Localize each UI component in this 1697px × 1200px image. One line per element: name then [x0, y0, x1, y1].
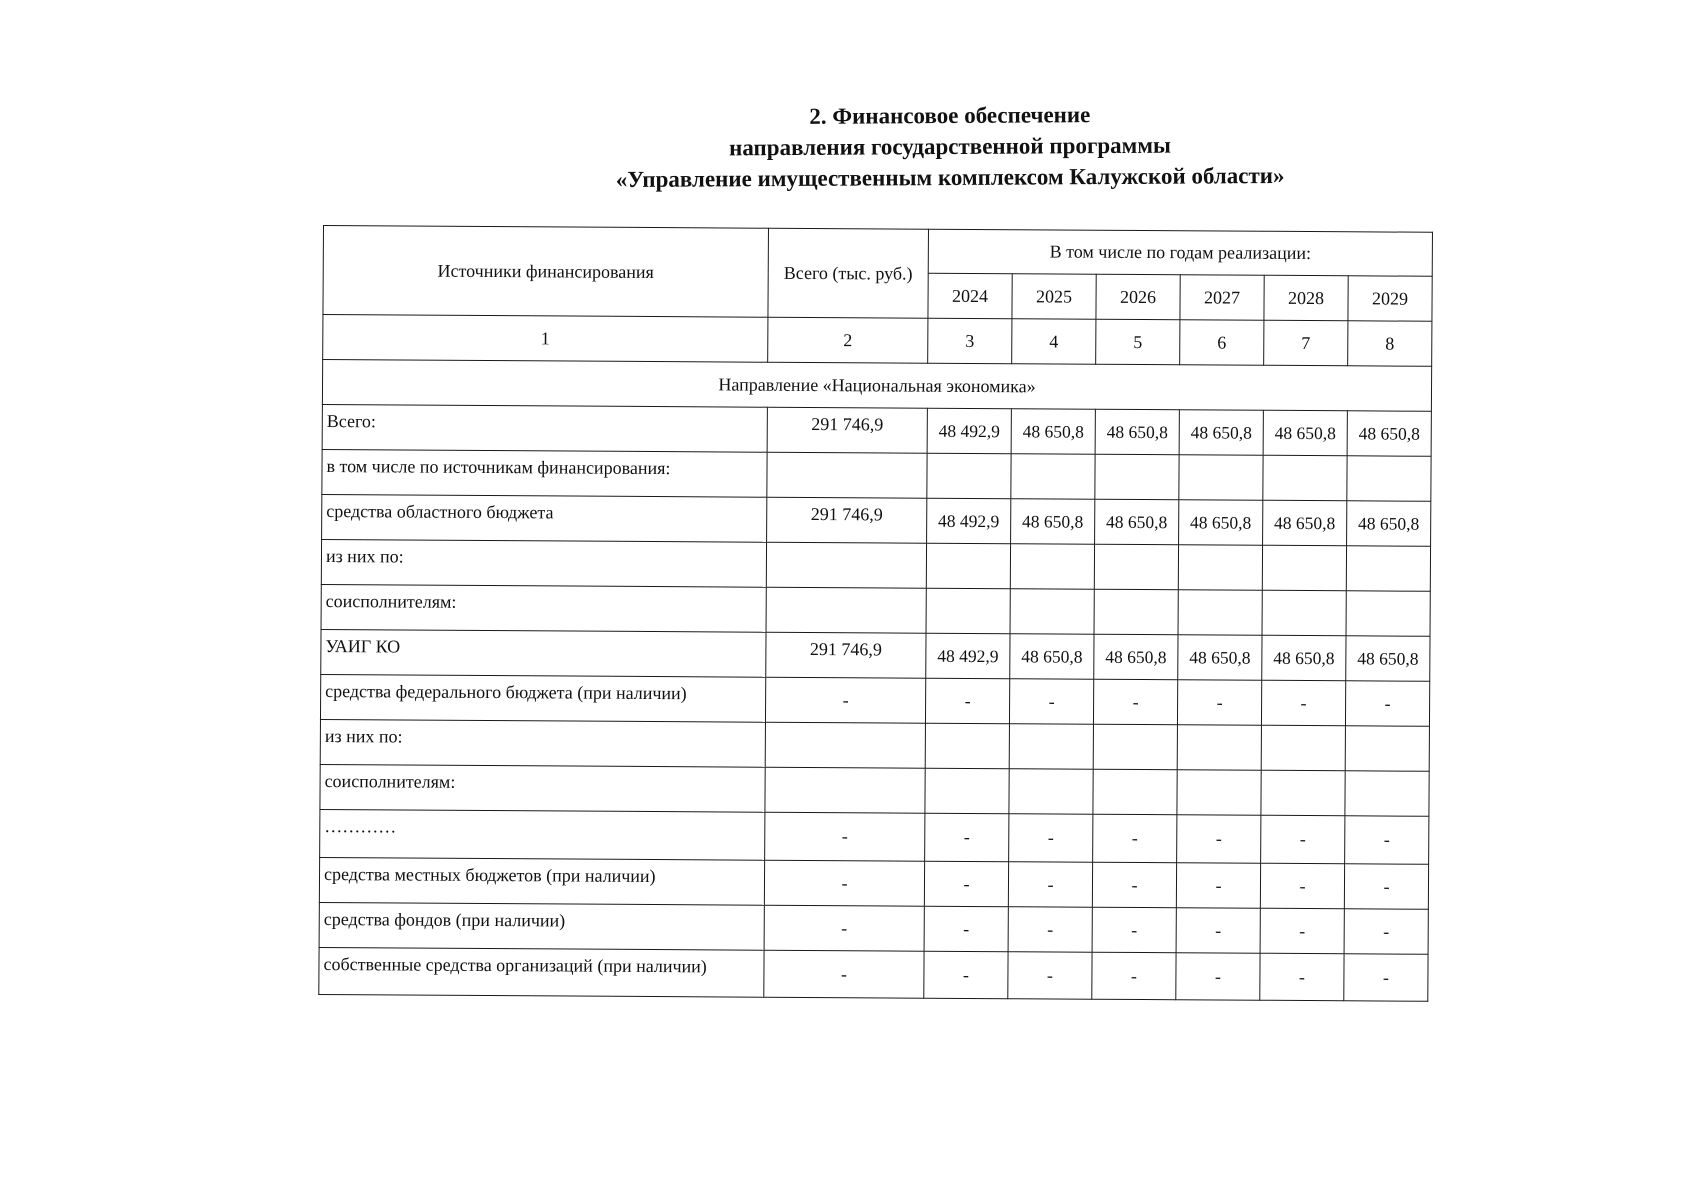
- row-year-value: 48 650,8: [1011, 499, 1095, 545]
- row-label: соисполнителям:: [320, 764, 765, 812]
- row-year-value: 48 650,8: [1263, 410, 1347, 456]
- document-title: [520, 97, 1381, 195]
- row-year-value: [925, 768, 1009, 814]
- row-year-value: -: [1093, 679, 1177, 725]
- row-total-value: -: [764, 905, 924, 951]
- row-year-value: -: [1261, 815, 1345, 864]
- table-row: [321, 629, 1430, 681]
- row-total-value: [766, 587, 926, 633]
- table-row: [319, 857, 1428, 909]
- row-year-value: -: [1093, 814, 1177, 863]
- row-total-value: 291 746,9: [767, 497, 927, 543]
- row-year-value: 48 650,8: [1179, 410, 1263, 456]
- row-year-value: 48 650,8: [1178, 635, 1262, 681]
- table-row: [319, 902, 1428, 954]
- header-row-1: [323, 226, 1432, 277]
- row-total-value: -: [765, 812, 925, 861]
- header-total: Всего (тыс. руб.): [768, 228, 929, 318]
- row-year-value: 48 492,9: [927, 498, 1011, 544]
- row-year-value: -: [924, 951, 1008, 999]
- title-line-1: 2. Финансовое обеспечение: [809, 102, 1091, 129]
- row-year-value: 48 650,8: [1262, 635, 1346, 681]
- row-label: в том числе по источникам финансирования:: [322, 449, 767, 497]
- column-number: 3: [928, 318, 1012, 364]
- table-row: [322, 449, 1431, 501]
- row-year-value: -: [1176, 863, 1260, 909]
- column-number: 2: [768, 317, 928, 363]
- row-year-value: -: [1092, 907, 1176, 953]
- table-row: [321, 539, 1430, 591]
- row-year-value: -: [1260, 953, 1344, 1001]
- row-total-value: [765, 722, 925, 768]
- row-year-value: -: [1345, 816, 1429, 865]
- row-year-value: [1261, 725, 1345, 771]
- row-year-value: -: [1092, 952, 1176, 1000]
- row-year-value: -: [1177, 815, 1261, 864]
- header-source: Источники финансирования: [323, 226, 769, 318]
- row-label: Всего:: [322, 404, 767, 452]
- table-row: [321, 584, 1430, 636]
- row-year-value: [926, 588, 1010, 634]
- table-row: [322, 404, 1431, 456]
- row-year-value: [1261, 770, 1345, 816]
- row-total-value: [765, 767, 925, 813]
- row-year-value: 48 650,8: [1347, 501, 1431, 547]
- row-year-value: [1347, 456, 1431, 502]
- row-year-value: [1010, 544, 1094, 590]
- row-total-value: -: [764, 950, 924, 998]
- row-label: средства областного бюджета: [322, 494, 767, 542]
- row-year-value: -: [925, 678, 1009, 724]
- row-year-value: [1011, 454, 1095, 500]
- header-year: 2025: [1012, 274, 1096, 320]
- header-year: 2026: [1096, 274, 1180, 320]
- table-row: [319, 947, 1428, 1001]
- row-year-value: 48 650,8: [1263, 500, 1347, 546]
- column-number: 1: [323, 315, 768, 363]
- row-year-value: -: [1344, 954, 1428, 1002]
- column-number: 8: [1348, 321, 1432, 367]
- row-label: …………: [320, 809, 765, 860]
- row-year-value: -: [1008, 862, 1092, 908]
- row-year-value: -: [1008, 952, 1092, 1000]
- column-number-row: [323, 315, 1432, 367]
- row-label: средства фондов (при наличии): [319, 902, 764, 950]
- row-total-value: [767, 452, 927, 498]
- table-row: [320, 809, 1429, 864]
- row-year-value: [1177, 725, 1261, 771]
- row-label: средства местных бюджетов (при наличии): [319, 857, 764, 905]
- header-year: 2029: [1348, 276, 1432, 322]
- section-row: [322, 360, 1431, 412]
- row-year-value: 48 650,8: [1346, 636, 1430, 682]
- row-label: собственные средства организаций (при наличии): [319, 947, 764, 997]
- row-total-value: -: [765, 677, 925, 723]
- row-year-value: [1177, 770, 1261, 816]
- table-row: [322, 494, 1431, 546]
- row-label: из них по:: [321, 539, 766, 587]
- row-year-value: -: [924, 906, 1008, 952]
- row-year-value: 48 650,8: [1010, 634, 1094, 680]
- row-year-value: [1009, 724, 1093, 770]
- row-year-value: 48 650,8: [1095, 409, 1179, 455]
- financing-table: [318, 225, 1433, 1002]
- row-year-value: [1010, 589, 1094, 635]
- header-year: 2028: [1264, 275, 1348, 321]
- row-year-value: [927, 453, 1011, 499]
- column-number: 4: [1012, 319, 1096, 365]
- row-year-value: [1179, 455, 1263, 501]
- row-year-value: [1009, 769, 1093, 815]
- row-total-value: 291 746,9: [766, 632, 926, 678]
- row-year-value: [1346, 546, 1430, 592]
- row-year-value: [1093, 769, 1177, 815]
- row-year-value: [1178, 545, 1262, 591]
- row-year-value: 48 650,8: [1094, 634, 1178, 680]
- row-total-value: -: [764, 860, 924, 906]
- row-label: средства федерального бюджета (при наличии): [320, 674, 765, 722]
- row-year-value: -: [1092, 862, 1176, 908]
- column-number: 6: [1180, 320, 1264, 366]
- row-year-value: [1262, 590, 1346, 636]
- row-label: УАИГ КО: [321, 629, 766, 677]
- row-year-value: [925, 723, 1009, 769]
- row-year-value: -: [1260, 863, 1344, 909]
- row-year-value: -: [1009, 814, 1093, 863]
- row-year-value: 48 492,9: [926, 633, 1010, 679]
- row-year-value: -: [1177, 680, 1261, 726]
- row-year-value: -: [1176, 908, 1260, 954]
- row-year-value: -: [1009, 679, 1093, 725]
- row-year-value: -: [1344, 909, 1428, 955]
- table-row: [320, 764, 1429, 816]
- row-year-value: [1346, 591, 1430, 637]
- row-label: из них по:: [320, 719, 765, 767]
- row-total-value: 291 746,9: [767, 407, 927, 453]
- row-year-value: 48 492,9: [927, 408, 1011, 454]
- row-year-value: [1093, 724, 1177, 770]
- row-year-value: [926, 543, 1010, 589]
- header-year: 2027: [1180, 275, 1264, 321]
- row-label: соисполнителям:: [321, 584, 766, 632]
- row-year-value: -: [1008, 907, 1092, 953]
- table-row: [320, 719, 1429, 771]
- title-line-2: направления государственной программы: [728, 132, 1172, 161]
- row-year-value: [1094, 544, 1178, 590]
- row-year-value: -: [1345, 681, 1429, 727]
- row-year-value: [1095, 454, 1179, 500]
- row-year-value: 48 650,8: [1095, 499, 1179, 545]
- table-body: [319, 404, 1432, 1001]
- title-line-3: «Управление имущественным комплексом Калужской области»: [615, 162, 1285, 193]
- column-number: 7: [1264, 320, 1348, 366]
- row-year-value: [1345, 726, 1429, 772]
- header-years-group: В том числе по годам реализации:: [928, 229, 1432, 276]
- row-year-value: [1094, 589, 1178, 635]
- row-year-value: 48 650,8: [1011, 409, 1095, 455]
- table-row: [320, 674, 1429, 726]
- row-year-value: -: [925, 813, 1009, 862]
- row-total-value: [766, 542, 926, 588]
- column-number: 5: [1096, 319, 1180, 365]
- row-year-value: [1262, 545, 1346, 591]
- row-year-value: -: [1344, 864, 1428, 910]
- row-year-value: -: [1176, 953, 1260, 1001]
- row-year-value: [1263, 455, 1347, 501]
- row-year-value: [1345, 771, 1429, 817]
- header-year: 2024: [928, 273, 1012, 319]
- row-year-value: 48 650,8: [1347, 411, 1431, 457]
- financing-table-wrapper: [318, 225, 1433, 1002]
- row-year-value: 48 650,8: [1179, 500, 1263, 546]
- row-year-value: [1178, 590, 1262, 636]
- row-year-value: -: [924, 861, 1008, 907]
- row-year-value: -: [1260, 908, 1344, 954]
- row-year-value: -: [1261, 680, 1345, 726]
- section-title: Направление «Национальная экономика»: [322, 360, 1431, 412]
